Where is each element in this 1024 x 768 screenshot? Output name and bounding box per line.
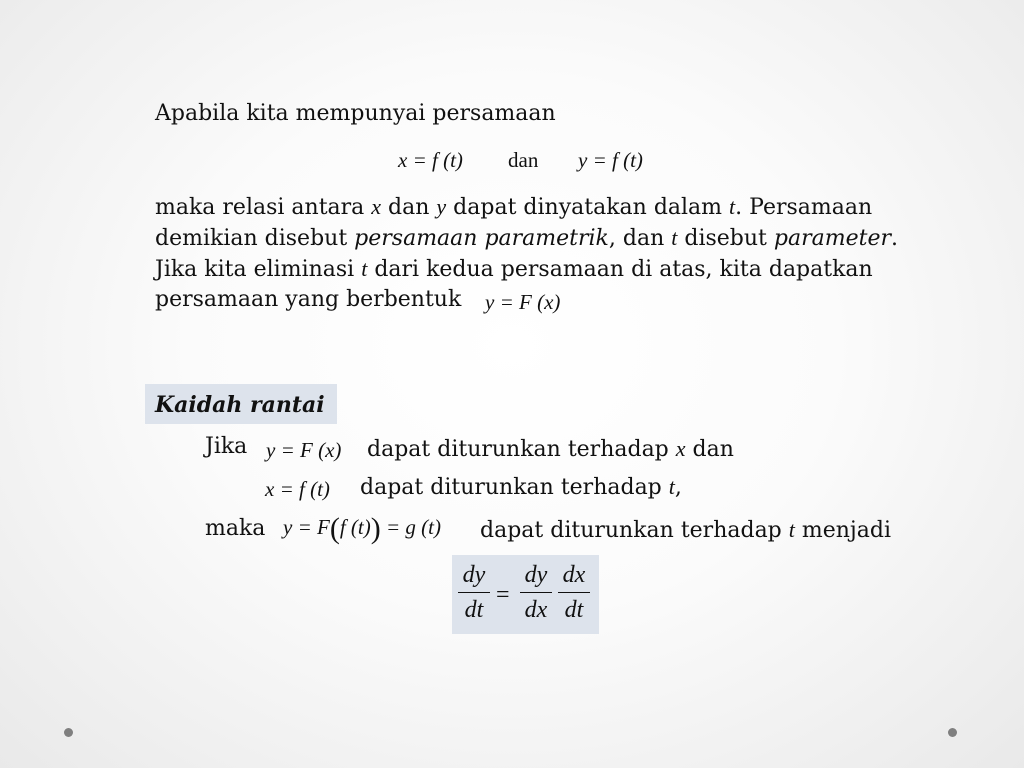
para-text: dapat dinyatakan dalam (446, 195, 730, 220)
para-text: demikian disebut (155, 226, 355, 251)
chain-text: dapat diturunkan terhadap (360, 475, 669, 500)
section-title: Kaidah rantai (155, 392, 325, 418)
var-t: t (668, 474, 675, 499)
equation-x-f-t: x = f (t) (398, 148, 463, 172)
chain-text: dan (685, 437, 734, 462)
para-text: dan (381, 195, 437, 220)
chain-line-b (360, 474, 682, 500)
fraction-dy-dx (520, 561, 552, 624)
fraction-numerator: dy (462, 562, 486, 588)
term-persamaan-parametrik: persamaan parametrik (354, 226, 609, 251)
var-x: x (675, 436, 686, 461)
para-text: Jika kita eliminasi (155, 257, 362, 282)
chain-text: dapat diturunkan terhadap (367, 437, 676, 462)
para-text: maka relasi antara (155, 195, 372, 220)
chain-line-c (480, 517, 891, 543)
chain-eq-x-f-t: x = f (t) (265, 477, 330, 501)
var-t: t (361, 256, 368, 281)
chain-text: menjadi (794, 518, 891, 543)
chain-eq-composite: y = F(f (t)) = g (t) (283, 512, 441, 545)
chain-text: dapat diturunkan terhadap (480, 518, 789, 543)
formula-equals: = (496, 582, 510, 608)
term-parameter: parameter (773, 226, 891, 251)
para-text: , dan (608, 226, 672, 251)
para-line-1 (155, 194, 872, 220)
para-text: . Persamaan (735, 195, 873, 220)
fraction-dy-dt (458, 561, 490, 624)
para-text: . (890, 226, 898, 251)
fraction-numerator: dx (562, 562, 586, 588)
var-t: t (729, 194, 736, 219)
fraction-bar (520, 592, 552, 593)
fraction-dx-dt (558, 561, 590, 624)
fraction-bar (558, 592, 590, 593)
equation-dan: dan (508, 148, 539, 172)
chain-maka: maka (205, 516, 266, 541)
chain-eq-y-F-x: y = F (x) (266, 438, 342, 462)
chain-line-a (367, 436, 734, 462)
intro-text: Apabila kita mempunyai persamaan (155, 101, 556, 126)
para-text: dari kedua persamaan di atas, kita dapatkan (367, 257, 873, 282)
chain-jika: Jika (205, 434, 248, 459)
fraction-denominator: dt (564, 597, 584, 623)
fraction-denominator: dt (464, 597, 484, 623)
equation-y-f-t: y = f (t) (578, 148, 643, 172)
para-line-2 (155, 225, 898, 251)
para-line-4: persamaan yang berbentuk (155, 287, 462, 312)
equation-y-F-x: y = F (x) (485, 290, 561, 314)
var-t: t (671, 225, 678, 250)
fraction-numerator: dy (524, 562, 548, 588)
var-x: x (371, 194, 382, 219)
corner-dot-left (64, 728, 73, 737)
var-y: y (436, 194, 447, 219)
para-text: disebut (677, 226, 774, 251)
chain-text: , (674, 475, 682, 500)
para-line-3 (155, 256, 873, 282)
fraction-denominator: dx (524, 597, 548, 623)
var-t: t (788, 517, 795, 542)
fraction-bar (458, 592, 490, 593)
corner-dot-right (948, 728, 957, 737)
